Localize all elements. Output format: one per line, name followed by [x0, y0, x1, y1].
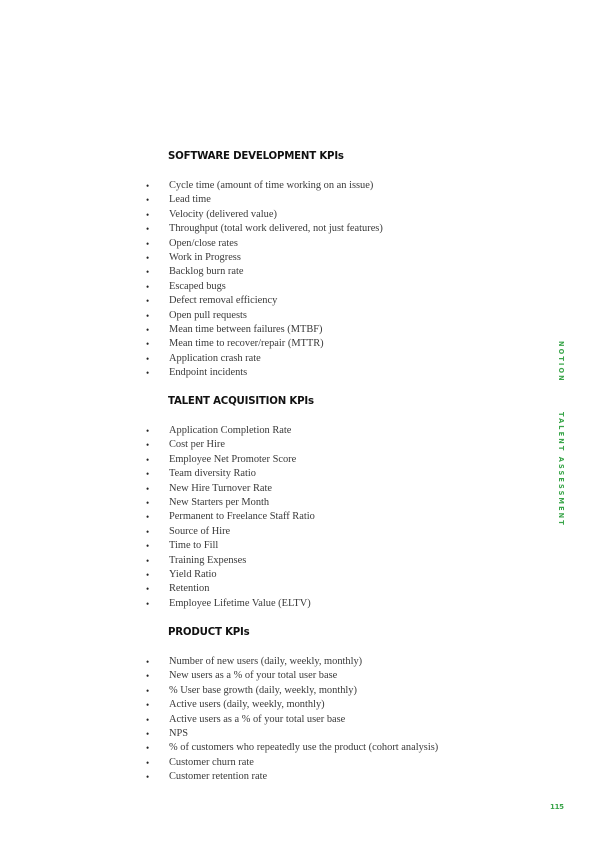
list-item-text: Application Completion Rate — [169, 425, 292, 436]
bullet-icon: • — [146, 353, 150, 364]
bullet-icon: • — [146, 339, 150, 350]
list-item-text: Open pull requests — [169, 309, 247, 321]
section-heading-product: PRODUCT KPIs — [168, 627, 250, 638]
bullet-icon: • — [146, 324, 150, 335]
bullet-icon: • — [146, 181, 150, 191]
bullet-icon: • — [146, 728, 150, 739]
bullet-icon: • — [146, 267, 150, 278]
bullet-icon: • — [146, 224, 150, 235]
list-item-text: New Hire Turnover Rate — [169, 482, 273, 494]
bullet-icon: • — [146, 541, 150, 552]
bullet-icon: • — [146, 772, 150, 783]
bullet-icon: • — [146, 238, 150, 249]
list-item-text: Backlog burn rate — [169, 266, 244, 278]
bullet-icon: • — [146, 368, 150, 379]
bullet-icon: • — [146, 598, 150, 609]
list-item-text: Mean time between failures (MTBF) — [169, 323, 323, 335]
list-item-text: % User base growth (daily, weekly, monthly) — [169, 684, 357, 696]
bullet-icon: • — [146, 209, 150, 220]
list-item-text: Application crash rate — [169, 352, 261, 364]
bullet-icon: • — [146, 743, 150, 754]
bullet-icon: • — [146, 296, 150, 307]
list-item-text: Time to Fill — [169, 540, 219, 552]
bullet-icon: • — [146, 497, 150, 508]
list-item-text: NPS — [169, 727, 189, 739]
list-item-text: Lead time — [169, 194, 211, 206]
list-item-text: Yield Ratio — [169, 568, 217, 580]
list-item-text: Training Expenses — [169, 554, 247, 566]
side-label-topic: TALENT ASSESSMENT — [557, 412, 565, 527]
bullet-icon: • — [146, 252, 150, 263]
list-item-text: Work in Progress — [169, 251, 241, 263]
bullet-icon: • — [146, 281, 150, 292]
bullet-icon: • — [146, 483, 150, 494]
list-item-text: Customer churn rate — [169, 756, 254, 768]
bullet-icon: • — [146, 569, 150, 580]
list-item-text: Cycle time (amount of time working on an issue) — [169, 180, 374, 191]
list-item-text: Mean time to recover/repair (MTTR) — [169, 338, 324, 350]
bullet-icon: • — [146, 526, 150, 537]
list-item-text: Endpoint incidents — [169, 367, 248, 379]
bullet-icon: • — [146, 757, 150, 768]
section-heading-talent-acquisition: TALENT ACQUISITION KPIs — [168, 396, 314, 407]
bullet-icon: • — [146, 657, 150, 667]
list-item-text: New users as a % of your total user base — [169, 670, 338, 682]
bullet-icon: • — [146, 440, 150, 451]
side-label-brand: NOTION — [557, 341, 565, 383]
bullet-icon: • — [146, 512, 150, 523]
list-item-text: Customer retention rate — [169, 771, 268, 783]
section-heading-software-development: SOFTWARE DEVELOPMENT KPIs — [168, 151, 344, 162]
bullet-icon: • — [146, 310, 150, 321]
list-item-text: New Starters per Month — [169, 496, 270, 508]
bullet-icon: • — [146, 195, 150, 206]
bullet-icon: • — [146, 555, 150, 566]
bullet-icon: • — [146, 426, 150, 436]
bullet-icon: • — [146, 714, 150, 725]
list-item-text: % of customers who repeatedly use the product (cohort analysis) — [169, 742, 439, 754]
bullet-icon: • — [146, 454, 150, 465]
list-item-text: Defect removal efficiency — [169, 295, 278, 307]
list-item-text: Number of new users (daily, weekly, monthly) — [169, 656, 363, 667]
page-number: 115 — [550, 803, 564, 811]
list-item-text: Retention — [169, 583, 210, 595]
bullet-icon: • — [146, 671, 150, 682]
bullet-icon: • — [146, 584, 150, 595]
bullet-icon: • — [146, 469, 150, 480]
list-item-text: Throughput (total work delivered, not just features) — [169, 223, 383, 235]
list-item-text: Velocity (delivered value) — [169, 208, 277, 220]
list-item-text: Escaped bugs — [169, 280, 226, 292]
list-item-text: Active users (daily, weekly, monthly) — [169, 699, 325, 711]
bullet-icon: • — [146, 685, 150, 696]
list-item-text: Permanent to Freelance Staff Ratio — [169, 511, 315, 523]
list-item-text: Source of Hire — [169, 525, 231, 537]
list-item-text: Cost per Hire — [169, 439, 225, 451]
list-item-text: Employee Lifetime Value (ELTV) — [169, 597, 311, 609]
list-item-text: Employee Net Promoter Score — [169, 453, 297, 465]
list-item-text: Team diversity Ratio — [169, 468, 256, 480]
list-item-text: Active users as a % of your total user base — [169, 713, 346, 725]
list-item-text: Open/close rates — [169, 237, 238, 249]
bullet-icon: • — [146, 700, 150, 711]
